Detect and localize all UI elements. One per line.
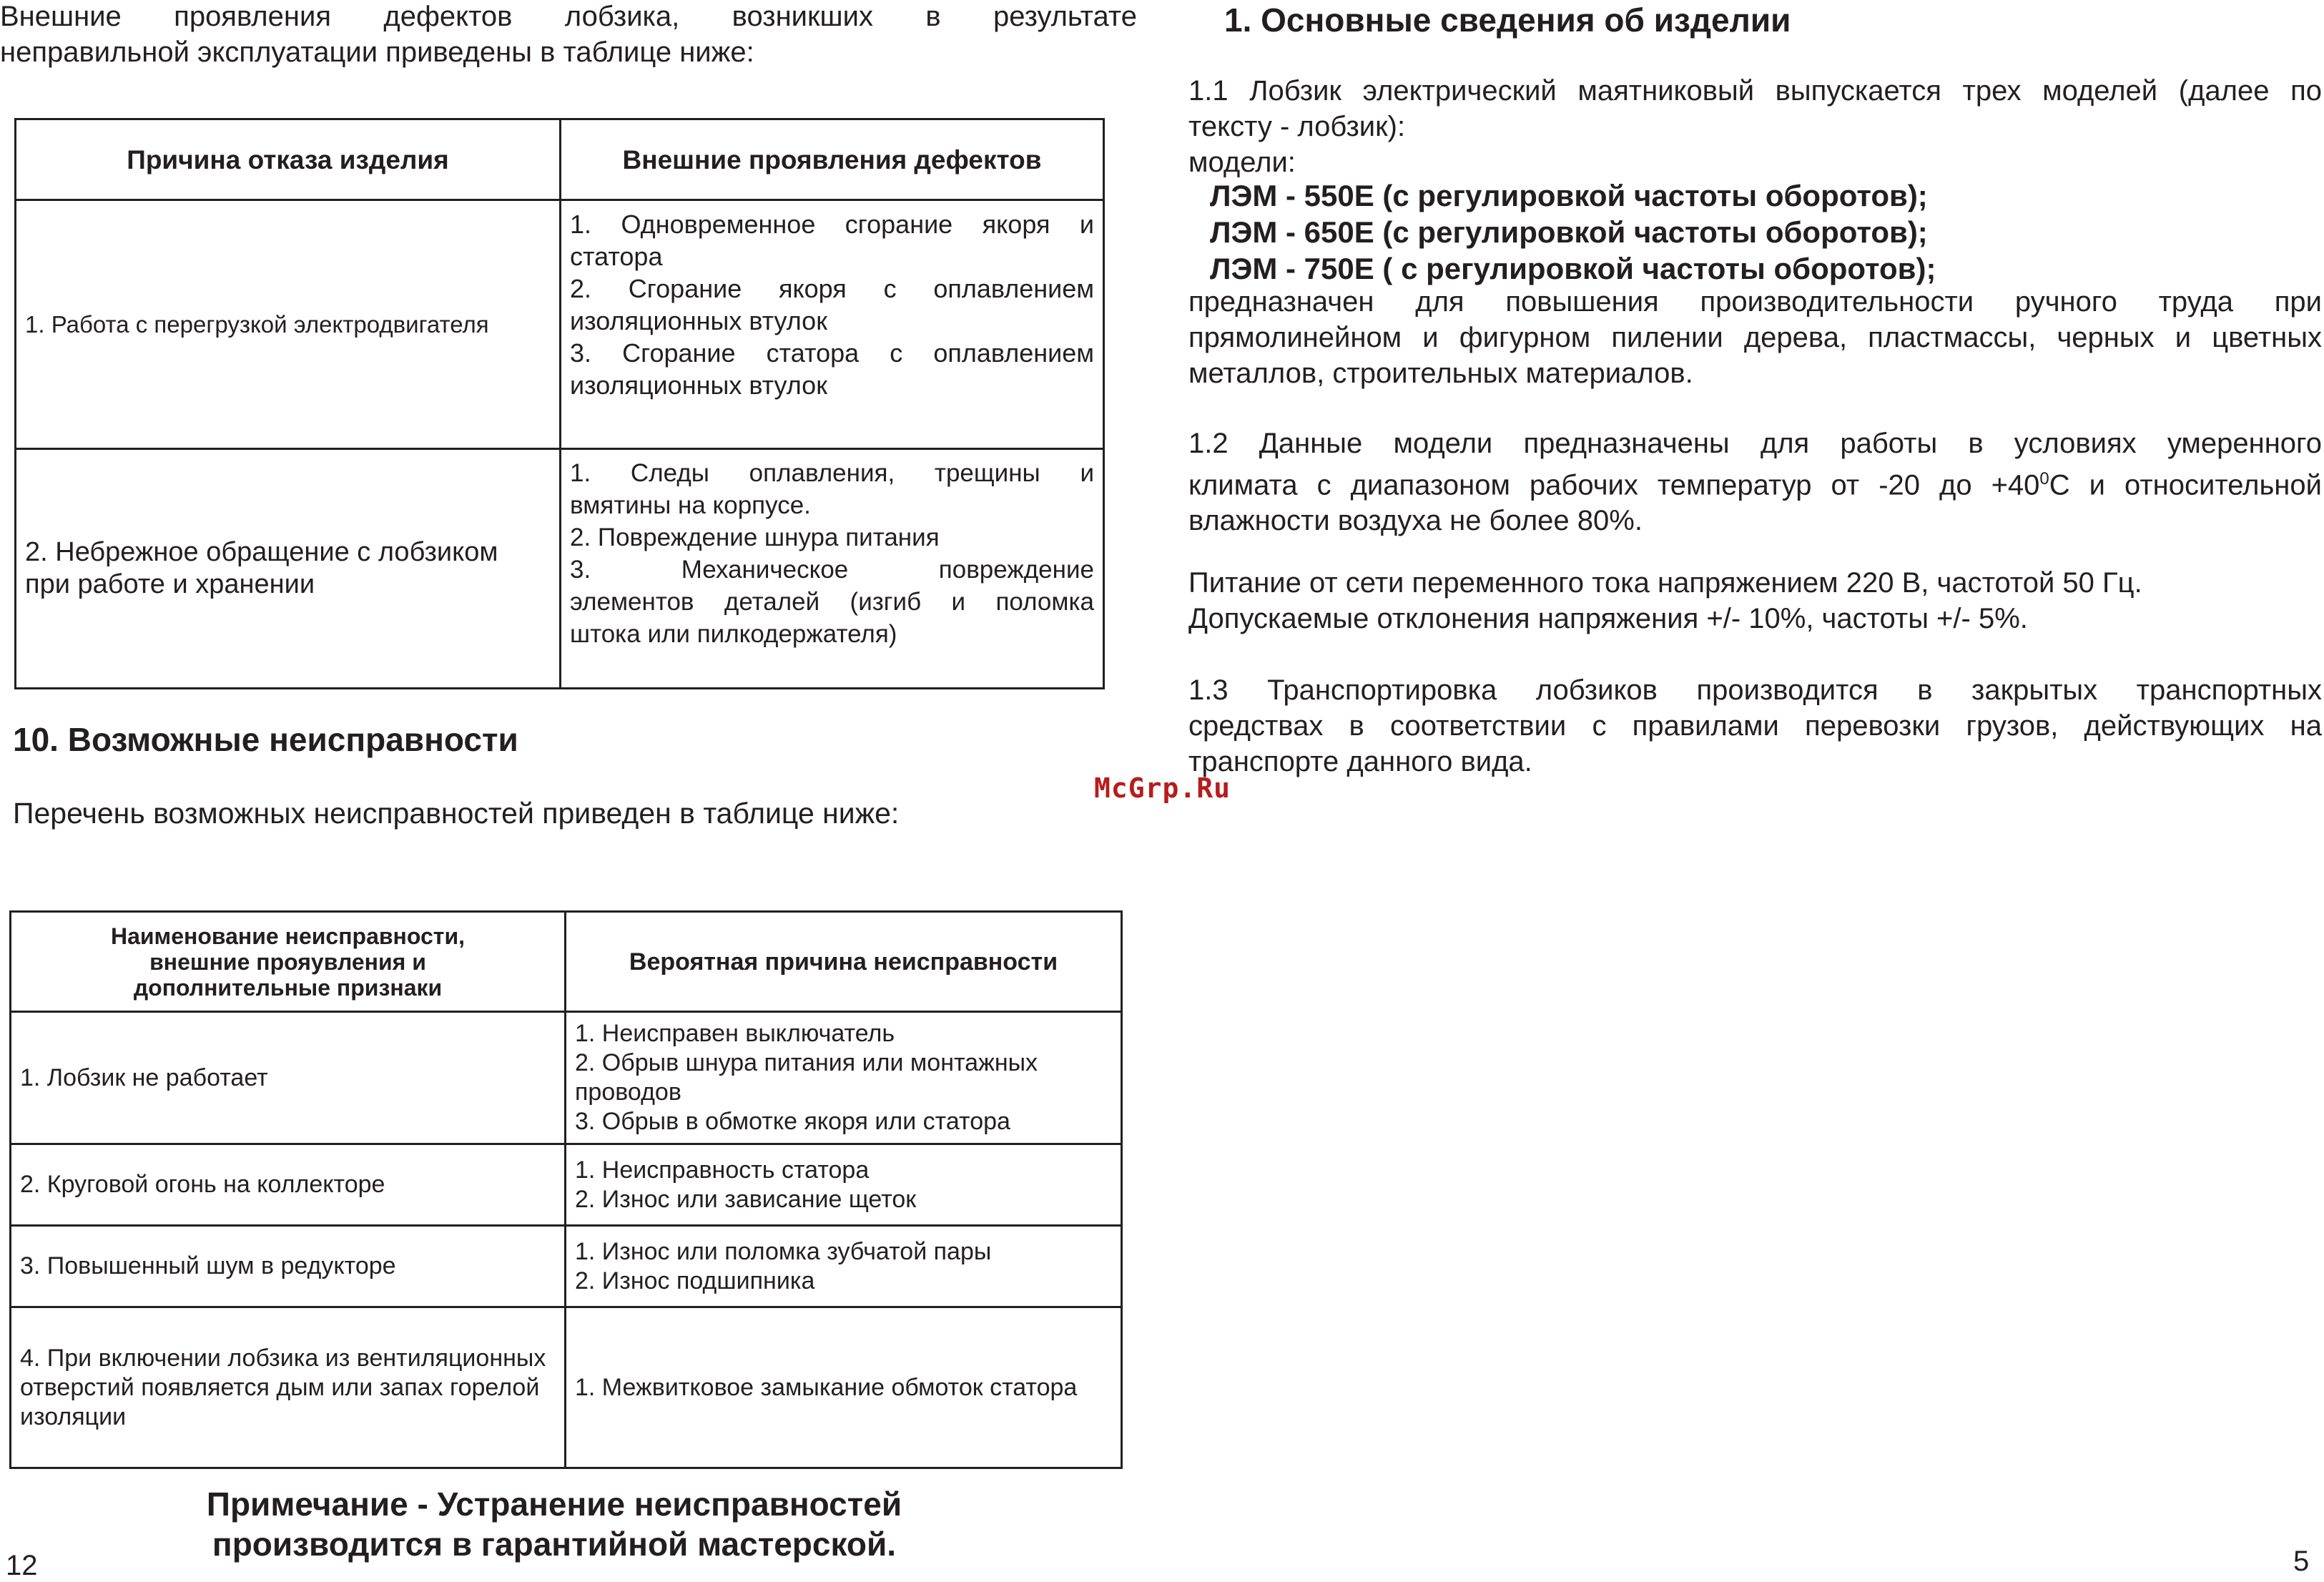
degree-sup: 0 (2039, 469, 2049, 488)
cause-item: 1. Неисправность статора (575, 1156, 870, 1184)
power-paragraph (1188, 565, 2322, 637)
models-list (1210, 177, 1936, 287)
paragraph-1-1 (1188, 73, 2322, 180)
manifestation-line: вмятины на корпусе. (570, 491, 811, 519)
p3-line: 1.3 Транспортировка лобзиков производится в закрытых транспортных (1188, 674, 2322, 706)
faults-table (9, 910, 1123, 1469)
fault-row-2-causes (566, 1144, 1122, 1226)
purpose-paragraph (1188, 284, 2322, 391)
p3-line: средствах в соответствии с правилами перевозки грузов, действующих на (1188, 710, 2322, 742)
cause-item: проводов (575, 1079, 681, 1106)
defects-table (14, 118, 1105, 689)
manifestation-line: 3. Механическое повреждение (570, 556, 1094, 584)
p1-line: модели: (1188, 147, 1296, 178)
page-number-left: 12 (6, 1550, 38, 1581)
p2-text: климата с диапазоном рабочих температур от -20 до +40 (1188, 469, 2040, 501)
manifestation-line: 3. Сгорание статора с оплавлением (570, 338, 1094, 368)
cause-item: 2. Обрыв шнура питания или монтажных (575, 1049, 1038, 1076)
power-line: Питание от сети переменного тока напряжением 220 В, частотой 50 Гц. (1188, 567, 2142, 599)
fault-row-1-causes (566, 1012, 1122, 1144)
fault-row-4-name (11, 1307, 566, 1468)
name-line: 4. При включении лобзика из вентиляционных (20, 1344, 546, 1372)
cause-line: при работе и хранении (25, 569, 315, 599)
p3-line: транспорте данного вида. (1188, 746, 1532, 777)
manifestation-line: изоляционных втулок (570, 370, 827, 400)
manifestation-line: штока или пилкодержателя) (570, 620, 897, 648)
purpose-line: предназначен для повышения производительности ручного труда при (1188, 286, 2322, 318)
p1-line: 1.1 Лобзик электрический маятниковый выпускается трех моделей (далее по (1188, 75, 2322, 107)
p2-text: С и относительной (2049, 469, 2322, 501)
section-title: 10. Возможные неисправности (13, 721, 518, 758)
watermark: McGrp.Ru (1094, 772, 1231, 804)
cause-line: 2. Небрежное обращение с лобзиком (25, 537, 498, 567)
defects-header-cause: Причина отказа изделия (16, 119, 561, 200)
p2-line: 1.2 Данные модели предназначены для работы в условиях умеренного (1188, 428, 2322, 459)
paragraph-1-2 (1188, 426, 2322, 539)
manifestation-line: изоляционных втулок (570, 306, 827, 335)
cause-item: 2. Износ или зависание щеток (575, 1185, 917, 1213)
fault-row-3-causes (566, 1226, 1122, 1307)
header-line: Наименование неисправности, (110, 923, 466, 949)
p1-line: тексту - лобзик): (1188, 111, 1406, 142)
manifestation-line: 2. Сгорание якоря с оплавлением (570, 274, 1094, 303)
model-item: ЛЭМ - 550Е (с регулировкой частоты оборотов); (1210, 179, 1928, 212)
p2-line (1188, 461, 2322, 503)
repair-note (100, 1484, 1008, 1564)
right-title: 1. Основные сведения об изделии (1224, 1, 1791, 39)
defects-row-2-cause (16, 449, 561, 689)
intro-paragraph (0, 0, 1137, 70)
fault-row-4-causes: 1. Межвитковое замыкание обмоток статора (566, 1307, 1122, 1468)
intro-line: Внешние проявления дефектов лобзика, возникших в результате (0, 1, 1137, 32)
purpose-line: прямолинейном и фигурном пилении дерева, пластмассы, черных и цветных (1188, 322, 2322, 353)
note-line: Примечание - Устранение неисправностей (206, 1485, 902, 1523)
defects-row-1-cause: 1. Работа с перегрузкой электродвигателя (16, 200, 561, 449)
cause-item: 3. Обрыв в обмотке якоря или статора (575, 1108, 1010, 1135)
manifestation-line: 1. Одновременное сгорание якоря и (570, 210, 1094, 239)
fault-row-2-name: 2. Круговой огонь на коллекторе (11, 1144, 566, 1226)
cause-item: 1. Неисправен выключатель (575, 1020, 895, 1047)
p2-line: влажности воздуха не более 80%. (1188, 505, 1643, 537)
faults-header-name (11, 912, 566, 1012)
fault-row-1-name: 1. Лобзик не работает (11, 1012, 566, 1144)
manifestation-line: 1. Следы оплавления, трещины и (570, 459, 1094, 487)
manifestation-line: статора (570, 242, 663, 271)
model-item: ЛЭМ - 750Е ( с регулировкой частоты оборотов); (1210, 252, 1936, 285)
model-item: ЛЭМ - 650Е (с регулировкой частоты оборотов); (1210, 215, 1928, 249)
defects-row-1-manifestations (561, 200, 1104, 449)
cause-item: 1. Износ или поломка зубчатой пары (575, 1237, 992, 1265)
header-line: внешние прояувления и (149, 948, 426, 975)
name-line: изоляции (20, 1402, 127, 1430)
note-line: производится в гарантийной мастерской. (212, 1526, 897, 1563)
section-intro: Перечень возможных неисправностей приведен в таблице ниже: (13, 797, 900, 830)
defects-row-2-manifestations (561, 449, 1104, 689)
cause-item: 2. Износ подшипника (575, 1267, 815, 1294)
purpose-line: металлов, строительных материалов. (1188, 358, 1693, 389)
page-number-right: 5 (2293, 1546, 2310, 1577)
power-line: Допускаемые отклонения напряжения +/- 10%, частоты +/- 5%. (1188, 603, 2028, 634)
manifestation-line: элементов деталей (изгиб и поломка (570, 588, 1094, 616)
header-line: дополнительные признаки (133, 974, 443, 1001)
fault-row-3-name: 3. Повышенный шум в редукторе (11, 1226, 566, 1307)
name-line: отверстий появляется дым или запах горелой (20, 1373, 540, 1401)
faults-header-cause: Вероятная причина неисправности (566, 912, 1122, 1012)
intro-line: неправильной эксплуатации приведены в таблице ниже: (0, 36, 754, 68)
manifestation-line: 2. Повреждение шнура питания (570, 524, 940, 551)
paragraph-1-3 (1188, 672, 2322, 780)
defects-header-manifestations: Внешние проявления дефектов (561, 119, 1104, 200)
